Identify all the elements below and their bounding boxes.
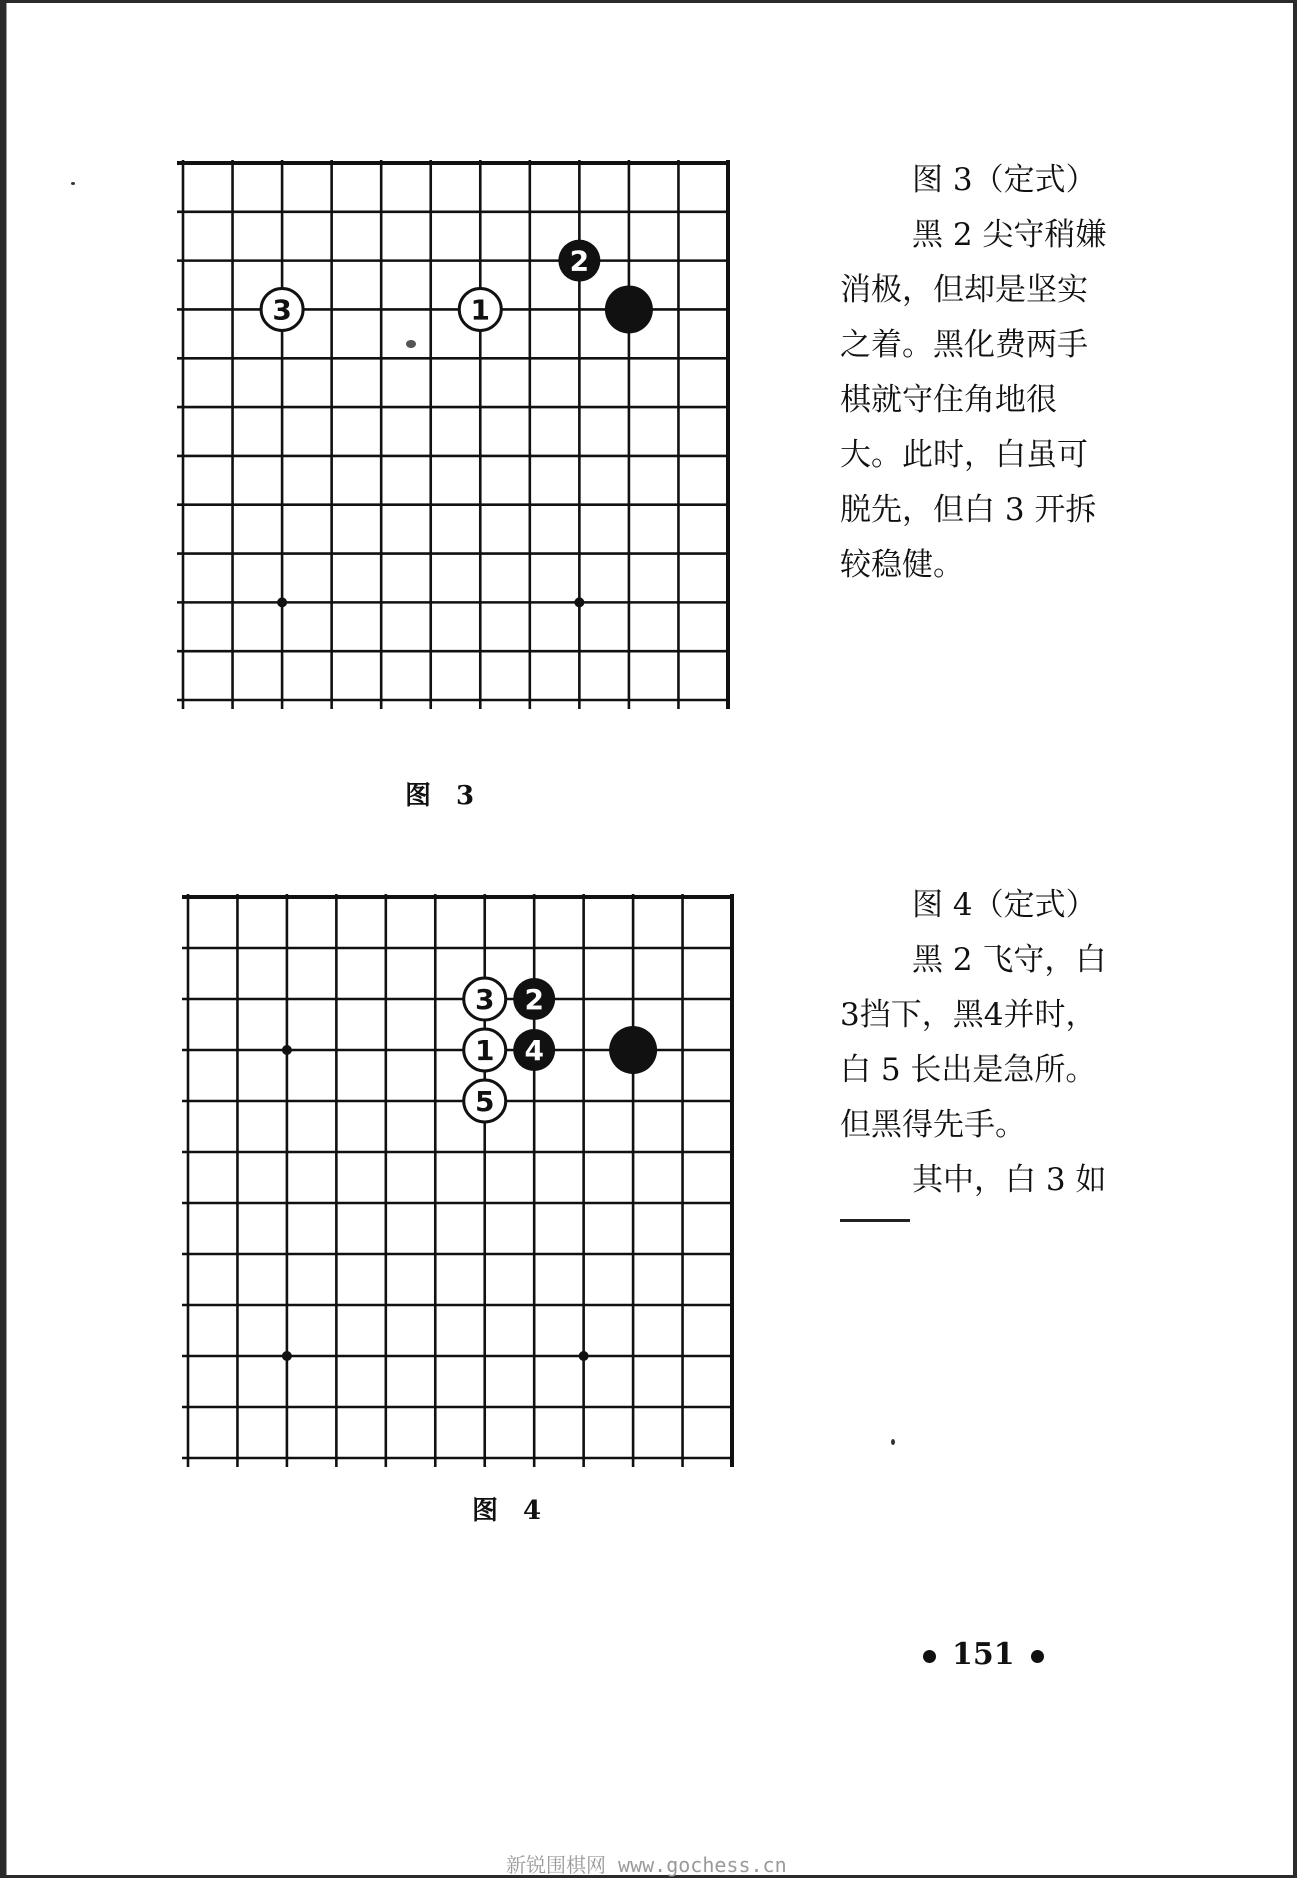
go-board-figure-3	[171, 151, 740, 712]
star-point-icon	[277, 597, 287, 607]
black-stone	[605, 285, 653, 333]
continuation-rule	[840, 1219, 910, 1222]
scanned-book-page	[6, 3, 1293, 1875]
white-stone-1	[464, 1029, 506, 1071]
svg-text:2: 2	[569, 244, 590, 278]
commentary-line: 棋就守住角地很	[840, 382, 1057, 418]
go-board-figure-4	[176, 885, 744, 1470]
commentary-line: 脱先，但白 3 开拆	[840, 492, 1097, 528]
commentary-line: 但黑得先手。	[840, 1107, 1026, 1143]
bullet-icon	[1031, 1650, 1044, 1663]
figure-3-heading: 图 3（定式）	[912, 162, 1097, 198]
black-stone	[609, 1026, 657, 1074]
black-stone-4	[513, 1029, 555, 1071]
white-stone-1	[459, 288, 501, 330]
commentary-line: 白 5 长出是急所。	[840, 1052, 1097, 1088]
black-stone-2	[558, 240, 600, 282]
commentary-line: 3挡下，黑4并时，	[840, 997, 1097, 1033]
commentary-line: 较稳健。	[840, 547, 964, 583]
site-watermark: 新锐围棋网 www.gochess.cn	[506, 1853, 787, 1877]
figure-4-commentary	[840, 878, 1140, 1208]
white-stone-3	[464, 978, 506, 1020]
scan-speck	[406, 340, 416, 348]
figure-3-caption: 图 3	[405, 781, 483, 811]
white-stone-5	[464, 1080, 506, 1122]
svg-text:1: 1	[474, 1034, 495, 1067]
star-point-icon	[282, 1351, 292, 1361]
scan-speck	[891, 1439, 895, 1445]
page-number-value: 151	[952, 1637, 1015, 1672]
svg-text:1: 1	[470, 293, 491, 327]
svg-text:3: 3	[474, 983, 495, 1016]
star-point-icon	[579, 1351, 589, 1361]
commentary-line: 消极，但却是坚实	[840, 272, 1088, 308]
commentary-line: 其中，白 3 如	[912, 1162, 1107, 1198]
figure-4-heading: 图 4（定式）	[912, 887, 1097, 923]
star-point-icon	[282, 1045, 292, 1055]
commentary-line: 黑 2 飞守，白	[912, 942, 1107, 978]
bullet-icon	[923, 1650, 936, 1663]
figure-4-caption: 图 4	[472, 1496, 550, 1526]
commentary-line: 之着。黑化费两手	[840, 327, 1088, 363]
svg-text:2: 2	[524, 983, 544, 1016]
scan-speck	[71, 182, 75, 185]
black-stone-2	[513, 978, 555, 1020]
page-number	[907, 1637, 1060, 1672]
svg-text:5: 5	[474, 1085, 495, 1118]
star-point-icon	[574, 597, 584, 607]
svg-text:4: 4	[524, 1034, 544, 1067]
white-stone-3	[261, 288, 303, 330]
commentary-line: 大。此时，白虽可	[840, 437, 1088, 473]
svg-text:3: 3	[272, 293, 292, 327]
commentary-line: 黑 2 尖守稍嫌	[912, 217, 1107, 253]
figure-3-commentary	[840, 153, 1140, 593]
